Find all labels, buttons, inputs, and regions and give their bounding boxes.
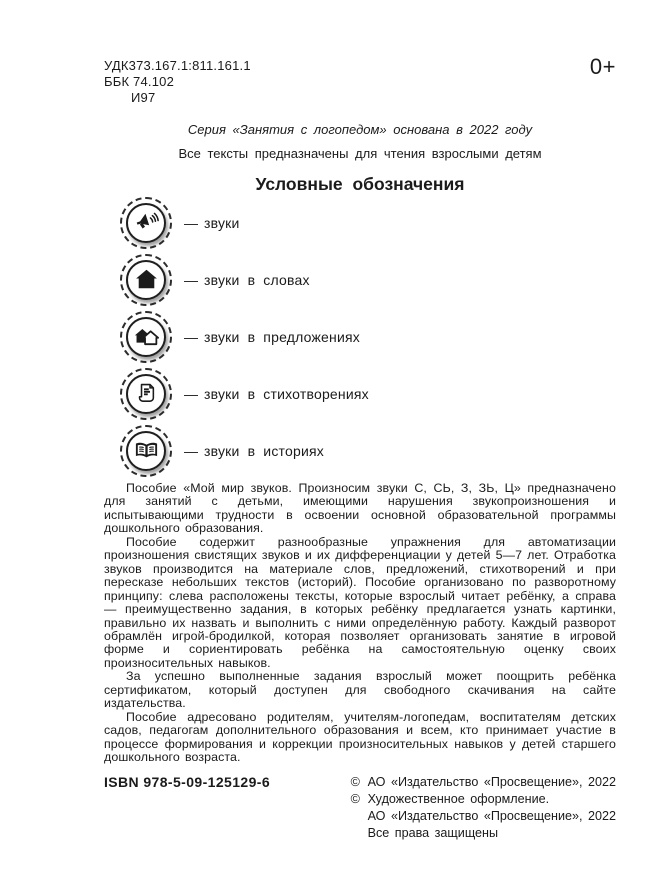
copyright-text: АО «Издательство «Просвещение», 2022 [367,808,616,823]
annotation-text [104,482,616,765]
legend-dash: — [184,442,198,459]
open-book-icon [120,425,172,477]
isbn: ISBN 978-5-09-125129-6 [104,773,271,790]
legend-dash: — [184,385,198,402]
copyright-text: Художественное оформление. [367,791,550,806]
copyright-mark: © [350,791,360,806]
legend-dash: — [184,328,198,345]
legend-item-poems [104,365,616,422]
legend-title: Условные обозначения [255,174,465,194]
legend-label: звуки в историях [204,442,324,459]
copyright-line [351,825,616,842]
bibliographic-codes [104,58,251,106]
legend-dash: — [184,214,198,231]
age-rating: 0+ [589,54,616,79]
reading-note: Все тексты предназначены для чтения взрослыми детям [178,146,542,161]
legend-item-words [104,251,616,308]
legend-item-sentences [104,308,616,365]
copyright-text: Все права защищены [367,825,499,840]
paragraph-contents: Пособие содержит разнообразные упражнения для автоматизации произношения свистящих звуков и их дифференциации у детей 5—7 лет. Отработка звуков производится на материале слов, предложений, стихотворений и при пересказе небольших текстов (историй). Пособие организовано по разворотному принципу: слева расположены тексты, которые взрослый читает ребёнку, а справа — преимущественно задания, в которых ребёнку предлагается узнать картинки, правильно их назвать и выполнить с ними определённую работу. Каждый разворот обрамлён игрой-бродилкой, которая позволяет организовать занятие в игровой форме и сориентировать ребёнка на самостоятельную оценку своих произносительных навыков. [104,534,616,670]
udk-code: УДК373.167.1:811.161.1 [104,58,251,73]
copyright-block [351,774,616,842]
copyright-line [351,791,616,808]
legend-dash: — [184,271,198,288]
house-icon [120,254,172,306]
author-sign-code: И97 [131,90,156,105]
legend-list [104,194,616,479]
series-line: Серия «Занятия с логопедом» основана в 2022 году [187,122,533,137]
copyright-line [351,808,616,825]
paragraph-audience: Пособие адресовано родителям, учителям-логопедам, воспитателям детских садов, педагогам дополнительного образования и всем, кто принимает участие в процессе формирования и коррекции произносительных навыков у детей старшего дошкольного возраста. [104,709,616,765]
paragraph-certificate: За успешно выполненные задания взрослый может поощрить ребёнка сертификатом, который доступен для свободного скачивания на сайте издательства. [104,669,616,711]
megaphone-icon [120,197,172,249]
scroll-icon [120,368,172,420]
copyright-mark: © [350,774,360,789]
legend-label: звуки в предложениях [204,328,360,345]
legend-label: звуки в стихотворениях [204,385,369,402]
bbk-code: ББК 74.102 [104,74,175,89]
copyright-text: АО «Издательство «Просвещение», 2022 [367,774,616,789]
legend-label: звуки в словах [204,271,310,288]
imprint-footer [104,774,616,842]
legend-item-sounds [104,194,616,251]
legend-label: звуки [204,214,240,231]
header-row [104,54,616,106]
legend-item-stories [104,422,616,479]
two-houses-icon [120,311,172,363]
copyright-line [351,774,616,791]
paragraph-purpose: Пособие «Мой мир звуков. Произносим звуки С, СЬ, З, ЗЬ, Ц» предназначено для занятий с детьми, имеющими нарушения звукопроизношения и испытывающими трудности в освоении основной образовательной программы дошкольного образования. [104,481,616,536]
